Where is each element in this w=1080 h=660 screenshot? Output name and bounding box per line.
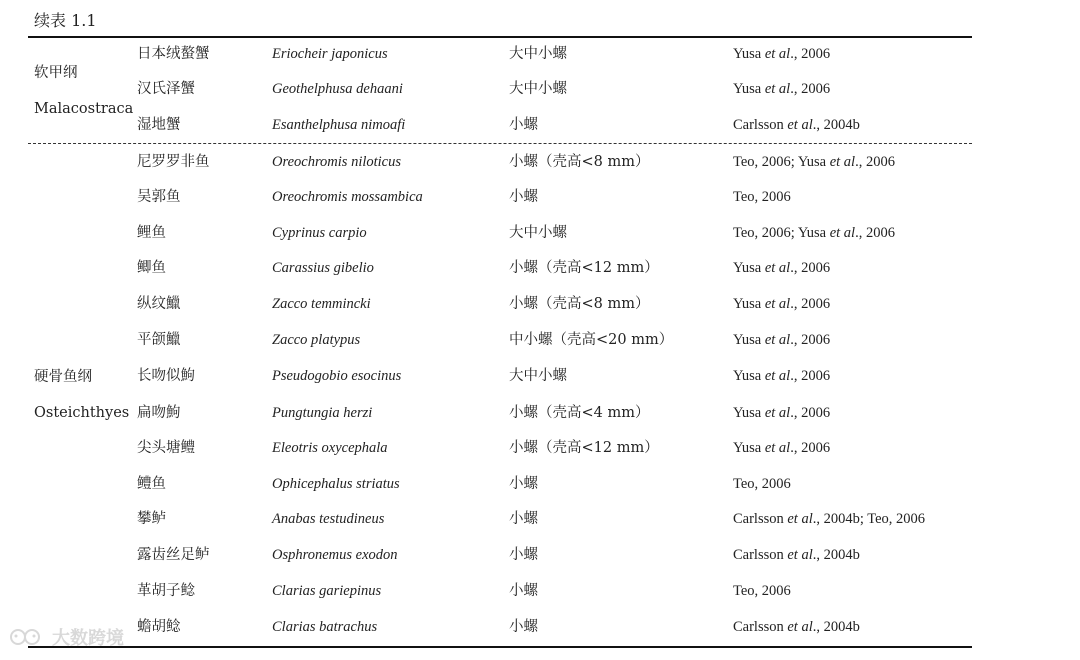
reference-etal: et al	[764, 296, 791, 312]
group-name-cn: 软甲纲	[34, 65, 78, 81]
reference-text: ., 2006	[790, 440, 831, 456]
prey-size-cell: 中小螺（壳高<20 mm）	[509, 332, 674, 348]
scientific-name-cell: Clarias gariepinus	[272, 583, 382, 599]
chinese-name-cell: 扁吻鮈	[137, 405, 181, 421]
reference-text: ., 2006	[855, 225, 895, 241]
reference-text: Yusa	[733, 332, 765, 348]
chinese-name-cell: 湿地蟹	[137, 117, 181, 133]
reference-text: Yusa	[733, 46, 765, 62]
reference-text: Carlsson	[733, 619, 788, 635]
reference-text: Carlsson	[733, 117, 788, 133]
reference-text: ., 2006	[790, 332, 831, 348]
reference-text: Yusa	[733, 405, 765, 421]
group-name-cn: 硬骨鱼纲	[34, 369, 92, 385]
reference-cell	[733, 216, 895, 251]
table-row	[0, 37, 1000, 72]
reference-cell	[733, 538, 860, 573]
table-row	[0, 574, 1000, 609]
scientific-name-cell: Oreochromis niloticus	[272, 154, 402, 170]
table-row	[0, 251, 1000, 286]
reference-text: Carlsson	[733, 511, 788, 527]
scientific-name-cell: Geothelphusa dehaani	[272, 81, 403, 97]
reference-text: Yusa	[733, 368, 765, 384]
prey-size-cell: 小螺	[509, 619, 538, 635]
prey-size-cell: 小螺	[509, 189, 538, 205]
table-row	[0, 323, 1000, 358]
group-divider	[28, 143, 972, 144]
scientific-name-cell: Clarias batrachus	[272, 619, 378, 635]
reference-text: ., 2006	[790, 405, 831, 421]
reference-text: ., 2004b	[812, 619, 860, 635]
reference-etal: et al	[787, 619, 813, 635]
chinese-name-cell: 日本绒螯蟹	[137, 46, 210, 62]
prey-size-cell: 小螺（壳高<12 mm）	[509, 440, 659, 456]
reference-cell	[733, 359, 830, 394]
chinese-name-cell: 蟾胡鲶	[137, 619, 181, 635]
reference-text: ., 2006	[790, 260, 831, 276]
reference-cell	[733, 574, 791, 609]
reference-text: ., 2006	[790, 46, 831, 62]
reference-text: ., 2004b	[812, 547, 860, 563]
watermark	[8, 624, 124, 650]
reference-cell	[733, 502, 925, 537]
reference-text: Teo, 2006; Yusa	[733, 225, 830, 241]
reference-cell	[733, 323, 830, 358]
reference-cell	[733, 251, 830, 286]
chinese-name-cell: 纵纹鱲	[137, 296, 181, 312]
reference-etal: et al	[764, 368, 791, 384]
chinese-name-cell: 鲫鱼	[137, 260, 166, 276]
reference-text: Teo, 2006; Yusa	[733, 154, 830, 170]
prey-size-cell: 大中小螺	[509, 225, 567, 241]
reference-text: ., 2004b; Teo, 2006	[812, 511, 926, 527]
table-row	[0, 467, 1000, 502]
reference-text: Yusa	[733, 440, 765, 456]
reference-text: ., 2006	[790, 81, 831, 97]
scientific-name-cell: Zacco temmincki	[272, 296, 371, 312]
scientific-name-cell: Oreochromis mossambica	[272, 189, 423, 205]
chinese-name-cell: 吴郭鱼	[137, 189, 181, 205]
reference-etal: et al	[787, 511, 813, 527]
table-row	[0, 538, 1000, 573]
reference-cell	[733, 431, 830, 466]
scientific-name-cell: Zacco platypus	[272, 332, 361, 348]
reference-text: Yusa	[733, 260, 765, 276]
table-row	[0, 610, 1000, 645]
group-name-en: Osteichthyes	[34, 405, 130, 421]
chinese-name-cell: 攀鲈	[137, 511, 166, 527]
watermark-logo-icon	[8, 626, 48, 648]
reference-cell	[733, 145, 895, 180]
reference-text: Teo, 2006	[733, 583, 791, 599]
reference-etal: et al	[787, 547, 813, 563]
table-row	[0, 145, 1000, 180]
table-row	[0, 431, 1000, 466]
reference-cell	[733, 287, 830, 322]
chinese-name-cell: 鳢鱼	[137, 476, 166, 492]
reference-text: ., 2004b	[812, 117, 860, 133]
reference-text: Yusa	[733, 296, 765, 312]
group-name-en: Malacostraca	[34, 101, 134, 117]
scientific-name-cell: Anabas testudineus	[272, 511, 385, 527]
chinese-name-cell: 平颌鱲	[137, 332, 181, 348]
reference-text: ., 2006	[790, 368, 831, 384]
table-row	[0, 108, 1000, 143]
reference-cell	[733, 396, 830, 431]
reference-etal: et al	[764, 440, 791, 456]
reference-etal: et al	[764, 332, 791, 348]
reference-cell	[733, 37, 830, 72]
reference-text: Yusa	[733, 81, 765, 97]
watermark-text: 大数跨境	[52, 628, 124, 649]
table-caption: 续表 1.1	[34, 11, 97, 30]
table-row	[0, 502, 1000, 537]
prey-size-cell: 小螺（壳高<12 mm）	[509, 260, 659, 276]
scientific-name-cell: Ophicephalus striatus	[272, 476, 400, 492]
reference-etal: et al	[764, 260, 791, 276]
table-row	[0, 359, 1000, 394]
prey-size-cell: 小螺	[509, 476, 538, 492]
table-row	[0, 396, 1000, 431]
scientific-name-cell: Esanthelphusa nimoafi	[272, 117, 406, 133]
prey-size-cell: 大中小螺	[509, 81, 567, 97]
reference-etal: et al	[829, 154, 856, 170]
scientific-name-cell: Eriocheir japonicus	[272, 46, 388, 62]
prey-size-cell: 小螺	[509, 583, 538, 599]
scientific-name-cell: Cyprinus carpio	[272, 225, 367, 241]
table-row	[0, 216, 1000, 251]
scientific-name-cell: Pungtungia herzi	[272, 405, 373, 421]
reference-etal: et al	[787, 117, 813, 133]
chinese-name-cell: 尼罗罗非鱼	[137, 154, 210, 170]
chinese-name-cell: 长吻似鮈	[137, 368, 195, 384]
reference-text: Teo, 2006	[733, 476, 791, 492]
reference-text: Carlsson	[733, 547, 788, 563]
reference-cell	[733, 610, 860, 645]
reference-etal: et al	[764, 405, 791, 421]
prey-size-cell: 小螺	[509, 547, 538, 563]
chinese-name-cell: 露齿丝足鲈	[137, 547, 210, 563]
reference-etal: et al	[764, 46, 791, 62]
reference-cell	[733, 72, 830, 107]
scientific-name-cell: Carassius gibelio	[272, 260, 374, 276]
table-row	[0, 72, 1000, 107]
reference-cell	[733, 467, 791, 502]
reference-text: Teo, 2006	[733, 189, 791, 205]
prey-size-cell: 小螺	[509, 511, 538, 527]
scientific-name-cell: Osphronemus exodon	[272, 547, 398, 563]
prey-size-cell: 大中小螺	[509, 46, 567, 62]
chinese-name-cell: 汉氏泽蟹	[137, 81, 195, 97]
chinese-name-cell: 革胡子鲶	[137, 583, 195, 599]
prey-size-cell: 小螺（壳高<4 mm）	[509, 405, 650, 421]
prey-size-cell: 小螺	[509, 117, 538, 133]
prey-size-cell: 小螺（壳高<8 mm）	[509, 296, 650, 312]
chinese-name-cell: 鲤鱼	[137, 225, 166, 241]
scientific-name-cell: Eleotris oxycephala	[272, 440, 388, 456]
prey-size-cell: 小螺（壳高<8 mm）	[509, 154, 650, 170]
reference-etal: et al	[764, 81, 791, 97]
reference-text: ., 2006	[790, 296, 831, 312]
prey-size-cell: 大中小螺	[509, 368, 567, 384]
bottom-rule	[28, 646, 972, 648]
chinese-name-cell: 尖头塘鳢	[137, 440, 195, 456]
table-row	[0, 180, 1000, 215]
table-row	[0, 287, 1000, 322]
scientific-name-cell: Pseudogobio esocinus	[272, 368, 402, 384]
reference-etal: et al	[829, 225, 856, 241]
reference-text: ., 2006	[855, 154, 895, 170]
reference-cell	[733, 108, 860, 143]
reference-cell	[733, 180, 791, 215]
